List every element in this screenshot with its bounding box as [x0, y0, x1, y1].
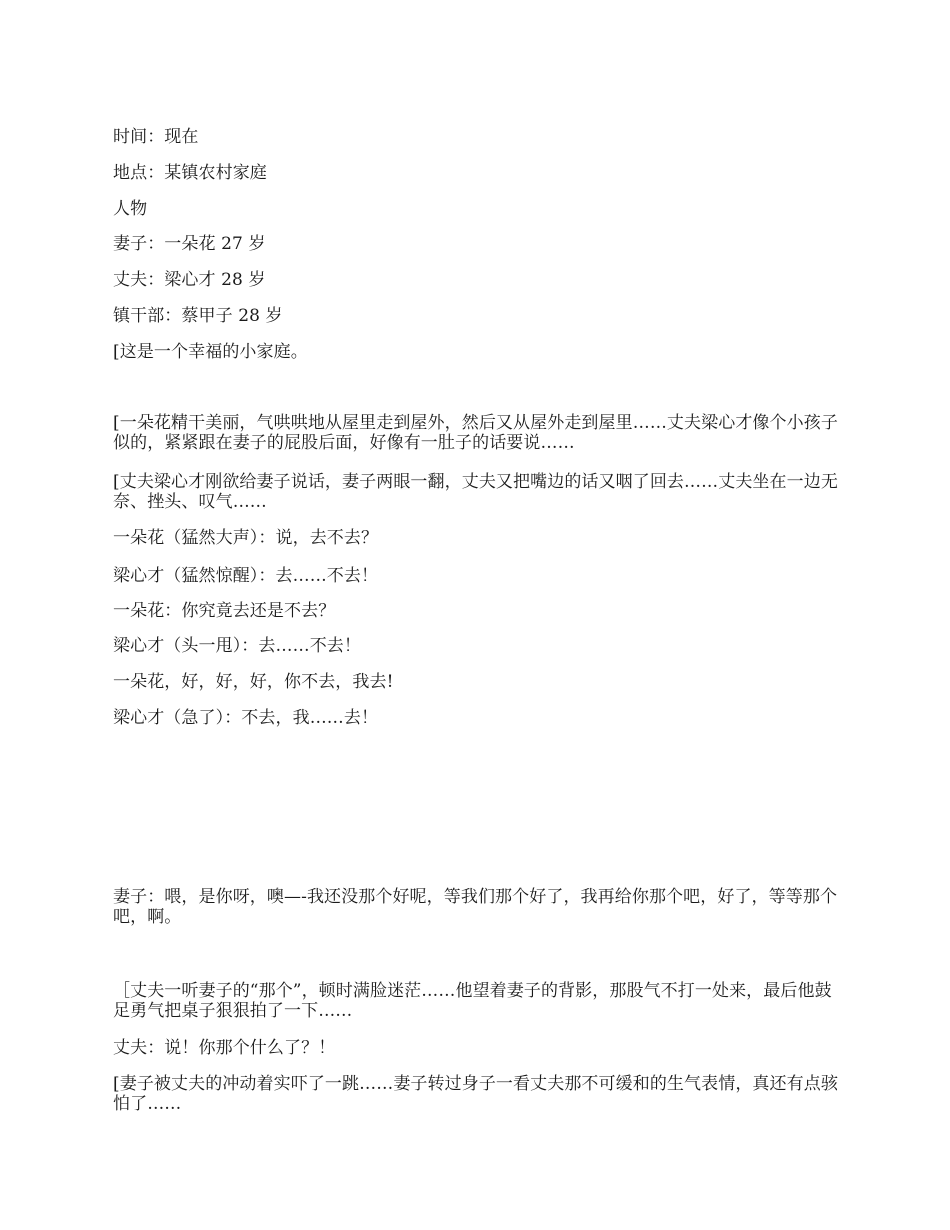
paragraph-stage-direction: [一朵花精干美丽，气哄哄地从屋里走到屋外，然后又从屋外走到屋里……丈夫梁心才像个小孩子似的，紧紧跟在妻子的屁股后面，好像有一肚子的话要说……	[113, 413, 838, 453]
paragraph-characters-heading: 人物	[113, 199, 148, 219]
paragraph-dialogue: 丈夫：说！你那个什么了？！	[113, 1038, 336, 1058]
paragraph-stage-direction: ［丈夫一听妻子的“那个”，顿时满脸迷茫……他望着妻子的背影，那股气不打一处来，最后他鼓足勇气把桌子狠狠拍了一下……	[113, 981, 832, 1021]
paragraph-character-wife: 妻子：一朵花 27 岁	[113, 234, 266, 254]
paragraph-dialogue: 梁心才（急了）：不去，我……去！	[113, 708, 379, 728]
paragraph-dialogue: 一朵花（猛然大声）：说，去不去？	[113, 528, 379, 548]
paragraph-dialogue: 一朵花，好，好，好，你不去，我去!	[113, 672, 394, 692]
paragraph-time: 时间：现在	[113, 127, 199, 147]
paragraph-dialogue: 梁心才（头一甩）：去……不去！	[113, 636, 361, 656]
paragraph-dialogue: 妻子：喂，是你呀，噢—-我还没那个好呢，等我们那个好了，我再给你那个吧，好了，等等那个吧，啊。	[113, 887, 838, 927]
paragraph-stage-direction: [丈夫梁心才刚欲给妻子说话，妻子两眼一翻，丈夫又把嘴边的话又咽了回去……丈夫坐在一边无奈、挫头、叹气……	[113, 472, 838, 512]
paragraph-location: 地点：某镇农村家庭	[113, 163, 267, 183]
paragraph-dialogue: 梁心才（猛然惊醒）：去……不去！	[113, 566, 379, 586]
paragraph-character-official: 镇干部：蔡甲子 28 岁	[113, 306, 283, 326]
paragraph-stage-direction: [这是一个幸福的小家庭。	[113, 342, 308, 362]
paragraph-dialogue: 一朵花：你究竟去还是不去？	[113, 601, 336, 621]
paragraph-stage-direction: [妻子被丈夫的冲动着实吓了一跳……妻子转过身子一看丈夫那不可缓和的生气表情，真还有点骇怕了……	[113, 1074, 838, 1114]
paragraph-character-husband: 丈夫：梁心才 28 岁	[113, 270, 266, 290]
